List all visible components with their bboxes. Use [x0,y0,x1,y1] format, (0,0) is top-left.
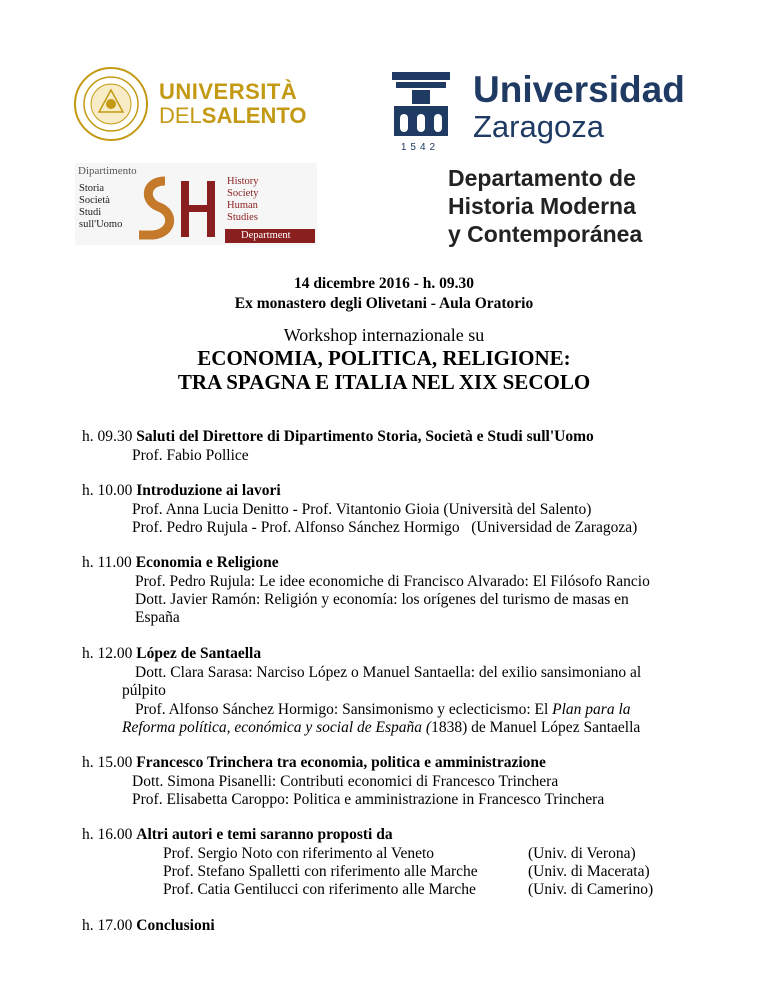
dept-shs-right-4: Studies [227,212,258,223]
session-5-line1: Dott. Simona Pisanelli: Contributi economici di Francesco Trinchera [132,773,559,790]
session-5-title: Francesco Trinchera tra economia, politica e amministrazione [136,754,546,771]
session-4-line3-text: Prof. Alfonso Sánchez Hormigo: Sansimonismo y eclecticismo: El [135,701,553,718]
session-6-row3-univ: (Univ. di Camerino) [528,881,654,898]
dept-shs-header: Dipartimento [78,165,137,177]
event-venue: Ex monastero degli Olivetani - Aula Oratorio [234,295,534,312]
session-3-line2: Dott. Javier Ramón: Religión y economía: los orígenes del turismo de masas en [135,591,629,608]
session-7-time: h. 17.00 [82,917,133,934]
session-3-time: h. 11.00 [82,554,132,571]
session-6-row3-who: Prof. Catia Gentilucci con riferimento alle Marche [163,881,476,898]
dept-shs-logo [75,163,317,245]
session-4-line4 [122,718,640,737]
session-7-title: Conclusioni [136,917,215,934]
unizar-logo [390,70,690,160]
session-1 [82,427,594,446]
dept-zar-title [448,164,642,248]
session-5-time: h. 15.00 [82,754,133,771]
dept-zar-line2: Historia Moderna [448,193,636,219]
session-6-row1-who: Prof. Sergio Noto con riferimento al Veneto [163,845,435,862]
unizar-year: 1542 [400,142,440,153]
event-date: 14 dicembre 2016 - h. 09.30 [293,275,475,292]
session-4 [82,644,261,663]
workshop-title-1: ECONOMIA, POLITICA, RELIGIONE: [197,346,571,370]
session-3-line3: España [135,609,180,626]
workshop-title-2: TRA SPAGNA E ITALIA NEL XIX SECOLO [177,370,591,394]
session-4-line3 [135,700,631,719]
unisalento-line2b: SALENTO [201,103,307,128]
dept-shs-left [79,183,122,231]
session-2-title: Introduzione ai lavori [136,482,281,499]
session-4-line1: Dott. Clara Sarasa: Narciso López o Manuel Santaella: del exilio sansimoniano al [135,664,642,681]
unisalento-line1: UNIVERSITÀ [159,79,298,104]
session-2 [82,481,281,500]
session-6-title: Altri autori e temi saranno proposti da [136,826,393,843]
session-4-line4-text: 1838) de Manuel López Santaella [431,719,641,736]
session-1-time: h. 09.30 [82,428,133,445]
unisalento-line2a: DEL [159,103,202,128]
session-4-time: h. 12.00 [82,645,133,662]
dept-shs-right-2: Society [227,188,259,199]
session-1-line1: Prof. Fabio Pollice [132,447,249,464]
unizar-tower-icon [390,70,452,140]
dept-zar-line3: y Contemporánea [448,221,643,247]
session-6 [82,825,393,844]
dept-shs-right [227,176,259,224]
session-6-row2-univ: (Univ. di Macerata) [528,863,650,880]
dept-shs-left-1: Storia [79,183,105,194]
session-5-line2: Prof. Elisabetta Caroppo: Politica e amministrazione in Francesco Trinchera [132,791,605,808]
session-2-line1: Prof. Anna Lucia Denitto - Prof. Vitantonio Gioia (Università del Salento) [132,501,592,518]
session-6-time: h. 16.00 [82,826,133,843]
dept-zar-line1: Departamento de [448,165,636,191]
session-3-line1: Prof. Pedro Rujula: Le idee economiche di Francisco Alvarado: El Filósofo Rancio [135,573,650,590]
dept-shs-right-1: History [227,176,259,187]
session-4-line4-italic: Reforma política, económica y social de España ( [122,719,432,736]
session-1-title: Saluti del Direttore di Dipartimento Storia, Società e Studi sull'Uomo [136,428,594,445]
session-2-line2: Prof. Pedro Rujula - Prof. Alfonso Sánchez Hormigo (Universidad de Zaragoza) [132,519,638,536]
session-4-line2: púlpito [122,682,166,699]
session-5 [82,753,546,772]
session-4-line3-italic: Plan para la [552,701,631,718]
dept-shs-bottom: Department [241,230,291,241]
unisalento-logo [73,66,333,142]
dept-shs-left-2: Società [79,195,110,206]
session-6-row1-univ: (Univ. di Verona) [528,845,636,862]
shs-monogram-icon [135,175,221,243]
dept-shs-right-3: Human [227,200,258,211]
unisalento-seal-icon [73,66,149,142]
workshop-intro: Workshop internazionale su [283,325,485,345]
session-2-time: h. 10.00 [82,482,133,499]
unizar-line2: Zaragoza [473,109,604,144]
dept-shs-left-3: Studi [79,207,102,218]
session-3 [82,553,279,572]
dept-shs-left-4: sull'Uomo [79,219,123,230]
session-7 [82,916,215,935]
unizar-line1: Universidad [473,69,685,110]
session-4-title: López de Santaella [136,645,262,662]
session-6-row2-who: Prof. Stefano Spalletti con riferimento alle Marche [163,863,478,880]
session-3-title: Economia e Religione [135,554,279,571]
